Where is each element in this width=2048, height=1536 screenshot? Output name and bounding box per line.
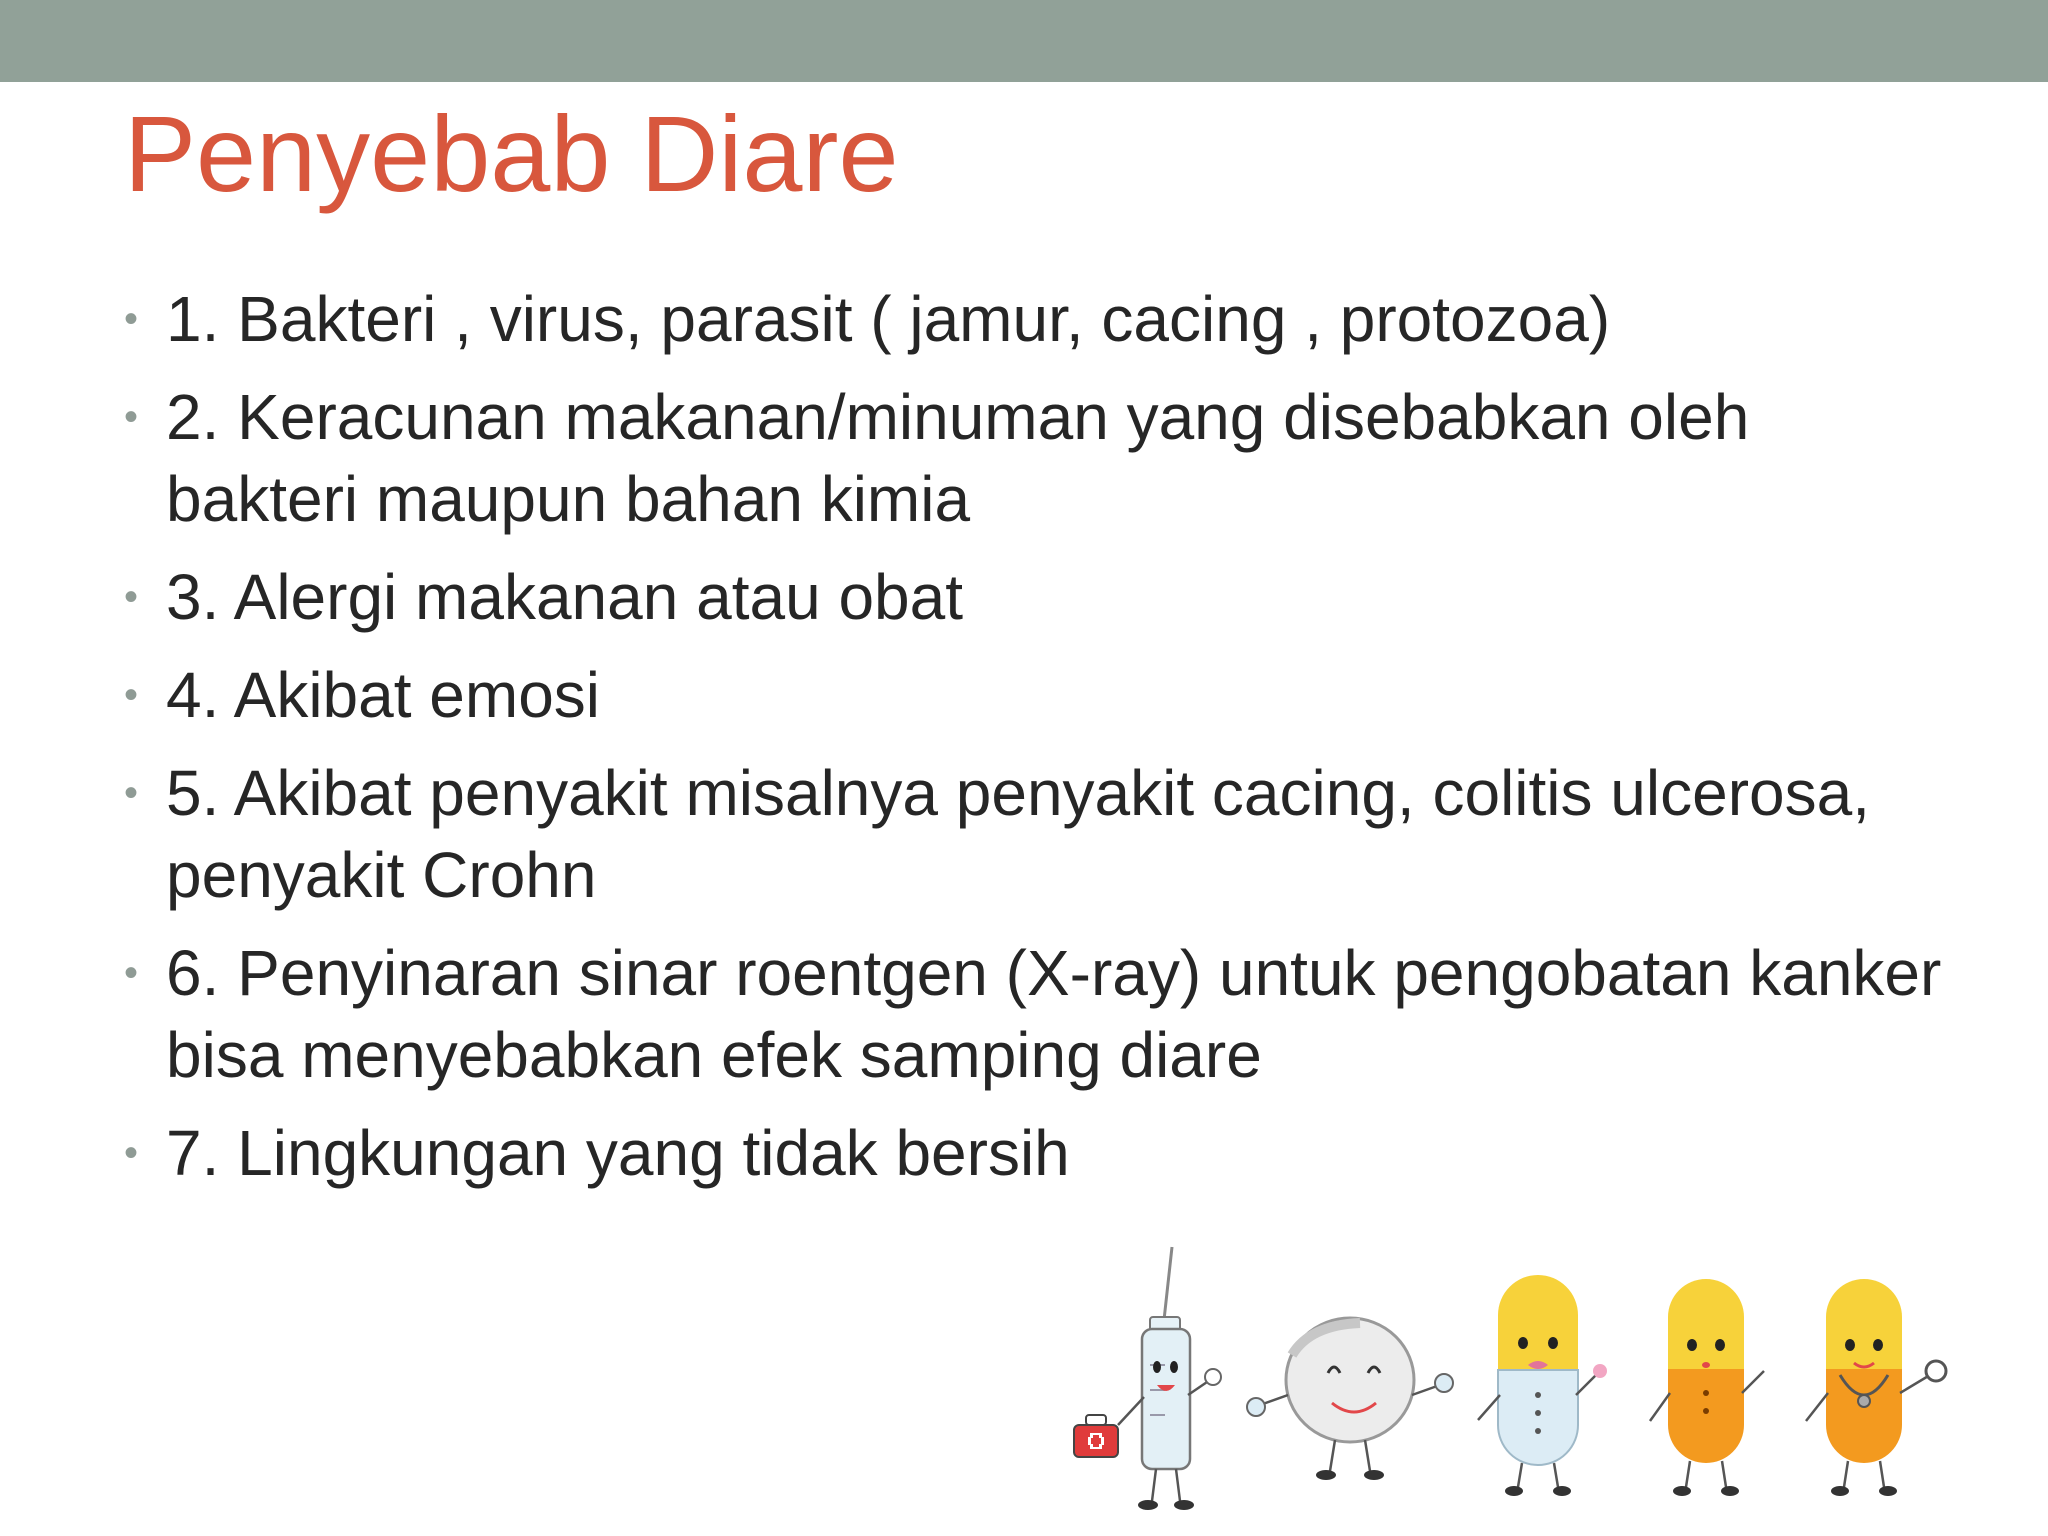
bullet-text: 4. Akibat emosi xyxy=(166,659,600,731)
capsule-character-stethoscope-icon xyxy=(1806,1279,1946,1496)
bullet-text: 6. Penyinaran sinar roentgen (X-ray) untuk pengobatan kanker bisa menyebabkan efek samping diare xyxy=(166,937,1942,1091)
bullet-text: 3. Alergi makanan atau obat xyxy=(166,561,963,633)
bullet-dot: • xyxy=(124,395,139,439)
bullet-item-5 xyxy=(124,752,1944,916)
slide-title: Penyebab Diare xyxy=(124,93,899,214)
bullet-dot: • xyxy=(124,1131,139,1175)
bullet-item-6 xyxy=(124,932,1944,1096)
bullet-dot: • xyxy=(124,673,139,717)
bullet-text: 2. Keracunan makanan/minuman yang disebabkan oleh bakteri maupun bahan kimia xyxy=(166,381,1750,535)
bullet-item-7 xyxy=(124,1112,1944,1194)
bullet-dot: • xyxy=(124,771,139,815)
medicine-characters-illustration xyxy=(1060,1225,1980,1525)
bullet-text: 5. Akibat penyakit misalnya penyakit cacing, colitis ulcerosa, penyakit Crohn xyxy=(166,757,1870,911)
bullet-dot: • xyxy=(124,297,139,341)
bullet-text: 1. Bakteri , virus, parasit ( jamur, cacing , protozoa) xyxy=(166,283,1611,355)
bullet-item-2 xyxy=(124,376,1944,540)
bullet-list xyxy=(124,278,1944,1210)
bullet-dot: • xyxy=(124,951,139,995)
capsule-character-blue-icon xyxy=(1478,1275,1607,1496)
bullet-dot: • xyxy=(124,575,139,619)
header-band xyxy=(0,0,2048,82)
bullet-item-1 xyxy=(124,278,1944,360)
bullet-item-4 xyxy=(124,654,1944,736)
bullet-text: 7. Lingkungan yang tidak bersih xyxy=(166,1117,1070,1189)
round-pill-character-icon xyxy=(1247,1318,1453,1480)
capsule-character-orange-icon xyxy=(1650,1279,1764,1496)
syringe-character-icon xyxy=(1074,1247,1221,1510)
bullet-item-3 xyxy=(124,556,1944,638)
